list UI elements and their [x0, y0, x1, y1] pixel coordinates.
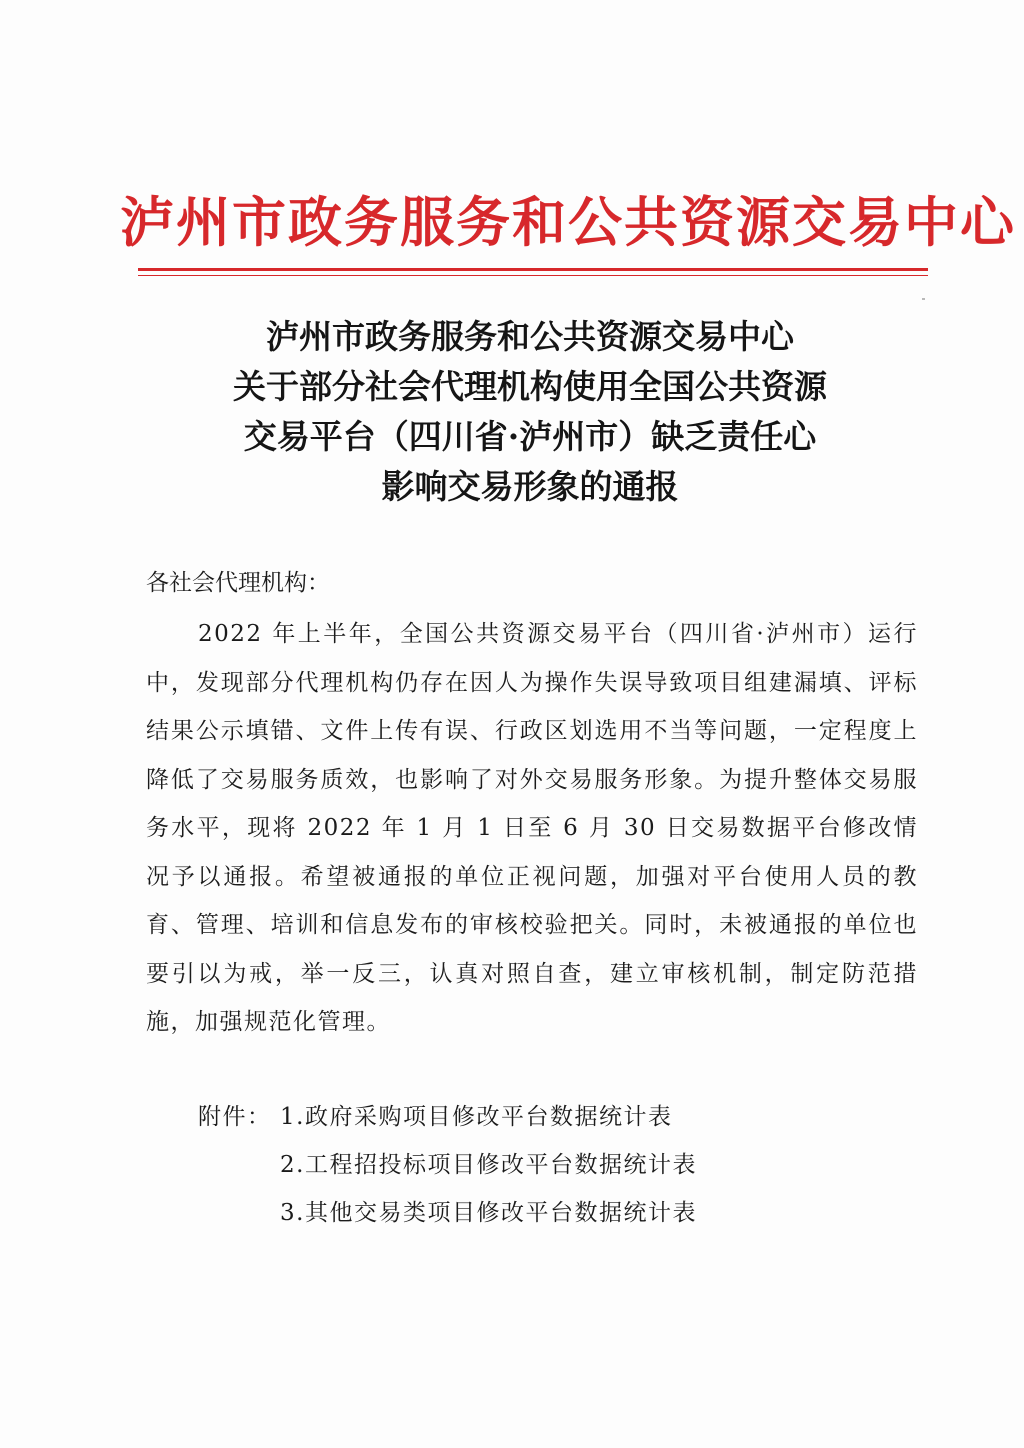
document-title-line: 关于部分社会代理机构使用全国公共资源 [233, 367, 827, 406]
salutation: 各社会代理机构： [146, 570, 330, 596]
document-title [140, 312, 920, 512]
letterhead-title: 泸州市政务服务和公共资源交易中心 [120, 190, 1016, 254]
attachments-list [198, 1093, 898, 1237]
letterhead-red-rule [138, 268, 928, 271]
attachment-item [198, 1189, 898, 1237]
attachment-title: 1.政府采购项目修改平台数据统计表 [280, 1104, 673, 1130]
document-title-line: 泸州市政务服务和公共资源交易中心 [266, 317, 794, 356]
attachments-label: 附件： [198, 1104, 272, 1130]
letterhead-red-rule-thin [138, 275, 928, 276]
attachment-title: 2.工程招投标项目修改平台数据统计表 [280, 1152, 697, 1178]
attachment-title: 3.其他交易类项目修改平台数据统计表 [280, 1200, 697, 1226]
attachment-item [198, 1093, 898, 1141]
attachment-item [198, 1141, 898, 1189]
document-title-line: 影响交易形象的通报 [381, 467, 679, 506]
scan-speck [922, 298, 925, 300]
body-paragraph: 2022 年上半年，全国公共资源交易平台（四川省·泸州市）运行中，发现部分代理机构仍存在因人为操作失误导致项目组建漏填、评标结果公示填错、文件上传有误、行政区划选用不当等问题，一定程度上降低了交易服务质效，也影响了对外交易服务形象。为提升整体交易服务水平，现将 2022 年 1 月 1 日至 6 月 30 日交易数据平台修改情况予以通报。希望被通报的单位正视问题，加强对平台使用人员的教育、管理、培训和信息发布的审核校验把关。同时，未被通报的单位也要引以为戒，举一反三，认真对照自查，建立审核机制，制定防范措施，加强规范化管理。 [146, 621, 918, 1035]
document-title-line: 交易平台（四川省·泸州市）缺乏责任心 [243, 417, 817, 456]
